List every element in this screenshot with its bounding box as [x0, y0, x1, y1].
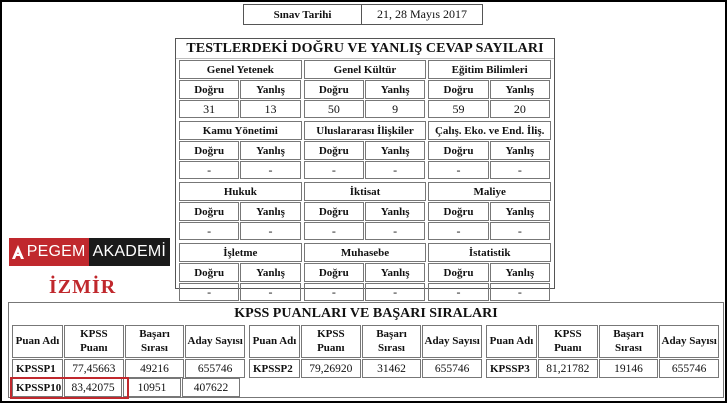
wrong-label: Yanlış: [490, 202, 550, 221]
header-rank: Başarı Sırası: [125, 325, 185, 358]
kpss-score: 81,21782: [538, 359, 598, 378]
test-name: İktisat: [304, 182, 427, 201]
score-block: [249, 325, 483, 379]
test-name: Hukuk: [179, 182, 302, 201]
test-group: [428, 243, 551, 302]
test-name: İşletme: [179, 243, 302, 262]
wrong-label: Yanlış: [490, 141, 550, 160]
header-score-name: Puan Adı: [486, 325, 537, 358]
score-row-kpssp10: [12, 378, 241, 398]
logo-akademi-text: AKADEMİ: [89, 238, 170, 266]
wrong-label: Yanlış: [490, 263, 550, 282]
correct-count: -: [304, 283, 364, 301]
correct-label: Doğru: [428, 141, 488, 160]
correct-count: -: [179, 161, 239, 179]
correct-label: Doğru: [428, 80, 488, 99]
correct-label: Doğru: [304, 263, 364, 282]
header-candidates: Aday Sayısı: [185, 325, 245, 358]
wrong-count: 13: [240, 100, 300, 118]
correct-label: Doğru: [304, 202, 364, 221]
header-candidates: Aday Sayısı: [659, 325, 719, 358]
candidates: 655746: [659, 359, 719, 378]
test-group: [179, 182, 302, 243]
pegem-logo: [9, 238, 170, 266]
test-group: [179, 243, 302, 302]
test-name: Çalış. Eko. ve End. İliş.: [428, 121, 551, 140]
answers-table: [175, 38, 555, 299]
correct-label: Doğru: [179, 141, 239, 160]
answers-title: TESTLERDEKİ DOĞRU VE YANLIŞ CEVAP SAYILARI: [176, 39, 554, 59]
rank: 19146: [599, 359, 659, 378]
wrong-count: -: [240, 161, 300, 179]
correct-label: Doğru: [428, 202, 488, 221]
scores-table: [8, 302, 724, 398]
exam-date-box: [243, 4, 483, 25]
test-group: [428, 60, 551, 121]
wrong-count: -: [490, 161, 550, 179]
test-name: Eğitim Bilimleri: [428, 60, 551, 79]
correct-count: -: [179, 283, 239, 301]
test-name: İstatistik: [428, 243, 551, 262]
wrong-count: -: [490, 283, 550, 301]
wrong-label: Yanlış: [240, 202, 300, 221]
test-group: [428, 182, 551, 243]
scores-blocks: [12, 325, 720, 379]
header-candidates: Aday Sayısı: [422, 325, 482, 358]
correct-count: -: [428, 161, 488, 179]
correct-label: Doğru: [304, 80, 364, 99]
wrong-count: 20: [490, 100, 550, 118]
correct-count: -: [304, 161, 364, 179]
correct-label: Doğru: [179, 80, 239, 99]
answers-grid: [179, 60, 551, 302]
wrong-label: Yanlış: [365, 263, 425, 282]
correct-count: -: [428, 283, 488, 301]
wrong-label: Yanlış: [365, 202, 425, 221]
exam-date-label: Sınav Tarihi: [244, 5, 362, 24]
kpss-score: 77,45663: [64, 359, 124, 378]
exam-date-value: 21, 28 Mayıs 2017: [377, 7, 467, 21]
header-score-name: Puan Adı: [12, 325, 63, 358]
scores-title: KPSS PUANLARI VE BAŞARI SIRALARI: [234, 305, 498, 321]
test-name: Uluslararası İlişkiler: [304, 121, 427, 140]
wrong-count: -: [365, 161, 425, 179]
correct-count: -: [304, 222, 364, 240]
correct-label: Doğru: [179, 202, 239, 221]
test-group: [179, 60, 302, 121]
correct-label: Doğru: [428, 263, 488, 282]
wrong-label: Yanlış: [240, 141, 300, 160]
correct-count: 50: [304, 100, 364, 118]
candidates: 655746: [422, 359, 482, 378]
test-name: Genel Yetenek: [179, 60, 302, 79]
kpss-score: 79,26920: [301, 359, 361, 378]
wrong-count: -: [490, 222, 550, 240]
score-name: KPSSP2: [249, 359, 300, 378]
header-rank: Başarı Sırası: [599, 325, 659, 358]
correct-label: Doğru: [304, 141, 364, 160]
test-group: [304, 243, 427, 302]
header-kpss-score: KPSS Puanı: [301, 325, 361, 358]
test-group: [304, 121, 427, 182]
kpss-score: 83,42075: [64, 378, 122, 397]
test-group: [179, 121, 302, 182]
wrong-count: -: [365, 222, 425, 240]
wrong-label: Yanlış: [365, 141, 425, 160]
score-name: KPSSP3: [486, 359, 537, 378]
score-block: [12, 325, 246, 379]
header-rank: Başarı Sırası: [362, 325, 422, 358]
score-name: KPSSP1: [12, 359, 63, 378]
wrong-label: Yanlış: [240, 263, 300, 282]
test-name: Genel Kültür: [304, 60, 427, 79]
pegem-logo-mark-icon: [9, 238, 27, 266]
candidates: 655746: [185, 359, 245, 378]
test-group: [428, 121, 551, 182]
rank: 10951: [123, 378, 181, 397]
correct-count: -: [179, 222, 239, 240]
correct-count: 59: [428, 100, 488, 118]
test-name: Maliye: [428, 182, 551, 201]
correct-label: Doğru: [179, 263, 239, 282]
wrong-label: Yanlış: [240, 80, 300, 99]
test-group: [304, 182, 427, 243]
wrong-label: Yanlış: [365, 80, 425, 99]
logo-pegem-text: PEGEM: [27, 238, 89, 266]
header-kpss-score: KPSS Puanı: [64, 325, 124, 358]
wrong-count: 9: [365, 100, 425, 118]
rank: 31462: [362, 359, 422, 378]
test-name: Kamu Yönetimi: [179, 121, 302, 140]
test-name: Muhasebe: [304, 243, 427, 262]
header-score-name: Puan Adı: [249, 325, 300, 358]
wrong-count: -: [240, 222, 300, 240]
wrong-count: -: [240, 283, 300, 301]
score-block: [486, 325, 720, 379]
correct-count: -: [428, 222, 488, 240]
wrong-count: -: [365, 283, 425, 301]
wrong-label: Yanlış: [490, 80, 550, 99]
rank: 49216: [125, 359, 185, 378]
test-group: [304, 60, 427, 121]
score-name: KPSSP10: [12, 378, 63, 397]
correct-count: 31: [179, 100, 239, 118]
header-kpss-score: KPSS Puanı: [538, 325, 598, 358]
city-name: İZMİR: [49, 276, 117, 298]
candidates: 407622: [182, 378, 240, 397]
